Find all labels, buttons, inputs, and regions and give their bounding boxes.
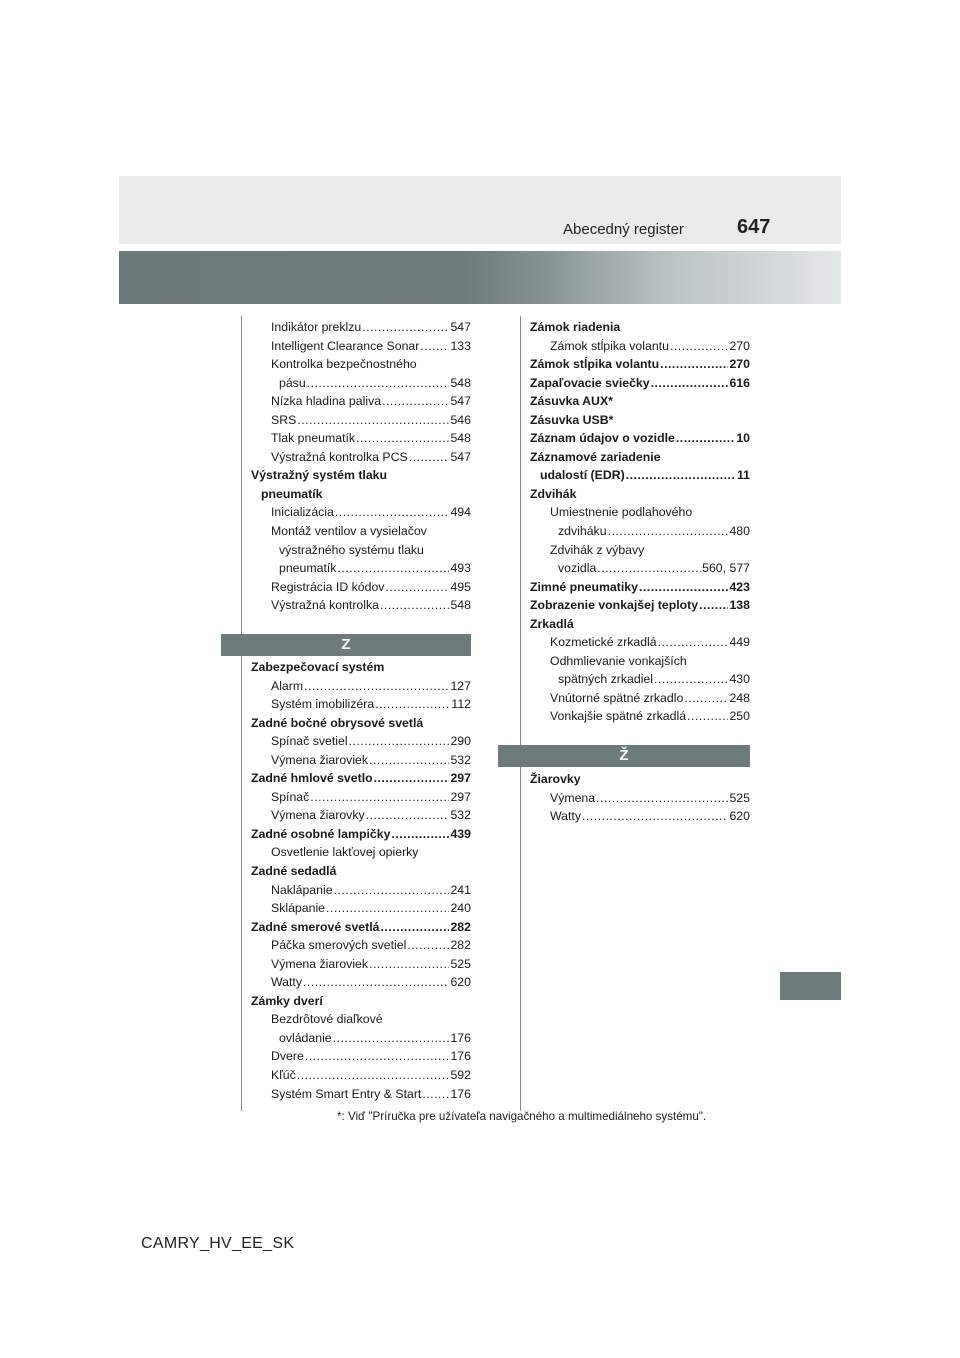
leader-dots <box>349 732 450 751</box>
index-entry <box>251 559 471 578</box>
index-entry <box>251 429 471 448</box>
leader-dots <box>380 596 449 615</box>
index-entry-term: Zásuvka USB* <box>530 412 614 427</box>
index-entry-term: Tlak pneumatík <box>271 431 356 446</box>
index-entry-page: 240 <box>450 901 471 916</box>
leader-dots <box>297 1066 450 1085</box>
leader-dots <box>676 429 735 448</box>
index-entry <box>251 843 471 862</box>
index-entry-term: Spínač svetiel <box>271 734 348 749</box>
index-entry <box>251 732 471 751</box>
leader-dots <box>375 695 450 714</box>
index-entry-term: Zadné osobné lampičky <box>251 826 391 841</box>
index-entry <box>251 881 471 900</box>
index-entry-page: 616 <box>729 375 750 390</box>
leader-dots <box>651 374 729 393</box>
index-entry-page: 10 <box>736 431 750 446</box>
index-entry-term: Zdvihák <box>530 486 577 501</box>
leader-dots <box>369 955 449 974</box>
index-entry-term: Záznam údajov o vozidle <box>530 431 675 446</box>
footnote: *: Viď "Príručka pre užívateľa navigačného a multimediálneho systému". <box>337 1110 707 1123</box>
index-entry <box>251 751 471 770</box>
chapter-tab <box>780 972 841 1000</box>
index-entry-term: Naklápanie <box>271 882 333 897</box>
leader-dots <box>422 1085 449 1104</box>
leader-dots <box>334 881 450 900</box>
index-entry <box>251 677 471 696</box>
leader-dots <box>374 769 450 788</box>
index-entry-term: Výmena <box>550 790 596 805</box>
index-entry-term: Registrácia ID kódov <box>271 579 385 594</box>
index-entry <box>530 789 750 808</box>
index-entry-term: spätných zrkadiel <box>558 672 654 687</box>
index-entry-page: 297 <box>450 789 471 804</box>
index-entry <box>251 992 471 1011</box>
leader-dots <box>362 318 449 337</box>
index-entry <box>251 1029 471 1048</box>
leader-dots <box>639 578 729 597</box>
index-entry-term: Zadné bočné obrysové svetlá <box>251 715 424 730</box>
index-entry <box>251 1066 471 1085</box>
index-entry-term: Vnútorné spätné zrkadlo <box>550 690 684 705</box>
index-entry <box>530 337 750 356</box>
index-entry-page: 525 <box>450 956 471 971</box>
leader-dots <box>684 689 728 708</box>
index-entry <box>251 1047 471 1066</box>
index-column-left-top <box>251 318 471 615</box>
index-entry <box>251 541 471 560</box>
index-entry-term: SRS <box>271 412 297 427</box>
leader-dots <box>356 429 449 448</box>
index-entry-term: Zadné smerové svetlá <box>251 919 380 934</box>
index-entry <box>251 714 471 733</box>
index-entry-term: Výmena žiarovky <box>271 808 365 823</box>
header-background <box>119 176 841 244</box>
index-entry-page: 548 <box>450 375 471 390</box>
index-entry-term: Systém imobilizéra <box>271 697 375 712</box>
index-entry-page: 282 <box>450 919 471 934</box>
leader-dots <box>304 677 449 696</box>
index-entry <box>251 788 471 807</box>
index-entry <box>530 522 750 541</box>
index-entry-term: Indikátor preklzu <box>271 320 362 334</box>
index-entry-page: 250 <box>729 709 750 724</box>
leader-dots <box>369 751 449 770</box>
index-entry <box>530 355 750 374</box>
index-entry-page: 546 <box>450 412 471 427</box>
index-entry-page: 592 <box>450 1068 471 1083</box>
index-entry-term: zdviháku <box>558 524 607 539</box>
index-entry-term: Zimné pneumatiky <box>530 579 638 594</box>
leader-dots <box>391 825 449 844</box>
index-entry <box>530 596 750 615</box>
index-entry-term: Zdvihák z výbavy <box>550 542 645 557</box>
index-entry-term: Montáž ventilov a vysielačov <box>271 524 427 539</box>
index-entry-term: Výmena žiaroviek <box>271 956 369 971</box>
index-entry-term: Spínač <box>271 789 310 804</box>
leader-dots <box>670 337 729 356</box>
index-entry <box>251 769 471 788</box>
section-title: Abecedný register <box>563 221 684 238</box>
index-entry <box>530 689 750 708</box>
index-entry <box>251 337 471 356</box>
index-entry-term: Bezdrôtové diaľkové <box>271 1012 383 1027</box>
index-entry-page: 547 <box>450 449 471 464</box>
page-number: 647 <box>737 216 771 238</box>
index-entry <box>251 825 471 844</box>
index-entry <box>530 770 750 789</box>
leader-dots <box>335 503 450 522</box>
leader-dots <box>407 936 449 955</box>
index-entry <box>251 1085 471 1104</box>
index-entry <box>251 658 471 677</box>
index-entry <box>251 448 471 467</box>
index-entry-page: 11 <box>737 468 750 483</box>
leader-dots <box>687 707 728 726</box>
index-entry <box>251 1010 471 1029</box>
index-entry <box>530 318 750 337</box>
index-entry <box>251 374 471 393</box>
leader-dots <box>658 633 729 652</box>
index-entry-page: 241 <box>450 882 471 897</box>
leader-dots <box>310 788 449 807</box>
index-entry <box>530 448 750 467</box>
index-entry-term: Dvere <box>271 1049 304 1064</box>
index-entry-term: pásu <box>279 375 306 390</box>
index-entry <box>530 503 750 522</box>
index-entry <box>530 429 750 448</box>
index-entry <box>530 633 750 652</box>
index-entry-page: 532 <box>450 808 471 823</box>
index-entry <box>530 652 750 671</box>
index-entry-page: 430 <box>729 672 750 687</box>
index-entry-term: Inicializácia <box>271 505 334 520</box>
index-entry <box>251 899 471 918</box>
leader-dots <box>654 670 728 689</box>
index-column-left-z <box>251 658 471 1103</box>
index-entry <box>251 392 471 411</box>
index-entry <box>530 670 750 689</box>
index-entry <box>251 355 471 374</box>
leader-dots <box>699 596 728 615</box>
index-entry-term: pneumatík <box>261 486 323 501</box>
leader-dots <box>382 392 449 411</box>
index-entry <box>251 485 471 504</box>
index-entry-term: výstražného systému tlaku <box>279 542 424 557</box>
index-entry <box>251 503 471 522</box>
leader-dots <box>582 807 728 826</box>
leader-dots <box>660 355 728 374</box>
index-entry-term: Zámky dverí <box>251 993 323 1008</box>
leader-dots <box>326 899 449 918</box>
leader-dots <box>385 578 449 597</box>
index-entry-term: Zásuvka AUX* <box>530 394 613 409</box>
index-entry-page: 560, 577 <box>702 561 750 576</box>
index-entry <box>251 695 471 714</box>
index-entry <box>251 955 471 974</box>
index-entry-term: Žiarovky <box>530 772 581 786</box>
leader-dots <box>297 411 449 430</box>
index-entry-term: vozidla <box>558 561 597 576</box>
index-entry-term: Umiestnenie podlahového <box>550 505 693 520</box>
index-entry <box>530 578 750 597</box>
index-entry-page: 176 <box>450 1086 471 1101</box>
index-entry-page: 248 <box>729 690 750 705</box>
index-entry-term: pneumatík <box>279 561 337 576</box>
index-entry-term: Zabezpečovací systém <box>251 660 385 674</box>
index-entry-term: Alarm <box>271 678 304 693</box>
index-entry-page: 270 <box>729 338 750 353</box>
index-entry-page: 620 <box>729 809 750 824</box>
index-entry-term: Výstražný systém tlaku <box>251 468 388 483</box>
index-entry <box>530 541 750 560</box>
index-entry-page: 547 <box>450 394 471 409</box>
leader-dots <box>597 559 701 578</box>
index-entry-page: 548 <box>450 598 471 613</box>
index-entry-term: Systém Smart Entry & Start <box>271 1086 422 1101</box>
index-entry-term: Zapaľovacie sviečky <box>530 375 650 390</box>
index-entry-term: Zámok stĺpika volantu <box>550 338 669 353</box>
index-entry-term: Výstražná kontrolka <box>271 598 379 613</box>
index-entry-page: 138 <box>729 598 750 613</box>
index-entry-page: 282 <box>450 938 471 953</box>
model-code: CAMRY_HV_EE_SK <box>141 1235 295 1252</box>
index-entry-term: Výmena žiaroviek <box>271 752 369 767</box>
index-column-right-top <box>530 318 750 726</box>
index-entry <box>251 862 471 881</box>
index-entry-page: 112 <box>451 697 471 712</box>
index-entry <box>251 466 471 485</box>
index-entry-page: 532 <box>450 752 471 767</box>
index-entry-term: Odhmlievanie vonkajších <box>550 653 687 668</box>
index-entry-term: Watty <box>550 809 581 824</box>
index-entry-page: 493 <box>450 561 471 576</box>
index-entry-term: Výstražná kontrolka PCS <box>271 449 408 464</box>
index-entry-page: 547 <box>450 320 471 334</box>
index-entry-term: Sklápanie <box>271 901 326 916</box>
index-entry <box>251 918 471 937</box>
leader-dots <box>608 522 729 541</box>
index-entry <box>251 318 471 337</box>
index-entry <box>251 806 471 825</box>
index-entry-term: Kontrolka bezpečnostného <box>271 357 417 372</box>
index-entry-page: 495 <box>450 579 471 594</box>
section-letter-z: Z <box>221 634 471 656</box>
index-entry-term: Zámok stĺpika volantu <box>530 357 660 372</box>
index-entry-page: 423 <box>729 579 750 594</box>
index-entry-term: ovládanie <box>279 1030 332 1045</box>
header-gradient-bar <box>119 251 841 304</box>
index-entry-term: Watty <box>271 975 302 990</box>
index-entry <box>530 559 750 578</box>
index-entry <box>530 807 750 826</box>
index-entry-term: udalostí (EDR) <box>540 468 625 483</box>
index-entry-page: 270 <box>729 357 750 372</box>
index-entry <box>251 973 471 992</box>
index-entry <box>530 466 750 485</box>
index-entry <box>530 485 750 504</box>
index-entry-page: 548 <box>450 431 471 446</box>
index-entry-page: 290 <box>450 734 471 749</box>
index-entry-page: 439 <box>450 826 471 841</box>
index-entry-term: Záznamové zariadenie <box>530 449 661 464</box>
index-entry-term: Nízka hladina paliva <box>271 394 382 409</box>
column-divider-left <box>241 316 242 1111</box>
index-entry-page: 133 <box>450 338 471 353</box>
index-entry-page: 127 <box>450 678 471 693</box>
index-entry <box>251 578 471 597</box>
column-divider-middle <box>520 316 521 1111</box>
leader-dots <box>626 466 736 485</box>
leader-dots <box>305 1047 450 1066</box>
index-entry-term: Zadné hmlové svetlo <box>251 771 373 786</box>
index-entry-page: 480 <box>729 524 750 539</box>
index-entry <box>530 707 750 726</box>
index-entry <box>530 615 750 634</box>
leader-dots <box>409 448 450 467</box>
leader-dots <box>333 1029 450 1048</box>
index-entry <box>530 374 750 393</box>
index-entry-term: Zámok riadenia <box>530 320 621 334</box>
index-column-right-zh <box>530 770 750 826</box>
index-entry-page: 449 <box>729 635 750 650</box>
index-entry-term: Páčka smerových svetiel <box>271 938 407 953</box>
index-entry-page: 176 <box>450 1049 471 1064</box>
index-entry-page: 494 <box>450 505 471 520</box>
leader-dots <box>307 374 450 393</box>
leader-dots <box>337 559 449 578</box>
index-entry-page: 525 <box>729 790 750 805</box>
index-entry-term: Intelligent Clearance Sonar <box>271 338 420 353</box>
index-entry <box>251 411 471 430</box>
index-entry-term: Vonkajšie spätné zrkadlá <box>550 709 687 724</box>
leader-dots <box>381 918 450 937</box>
index-entry-term: Kľúč <box>271 1068 296 1083</box>
index-entry <box>530 392 750 411</box>
index-entry-term: Osvetlenie lakťovej opierky <box>271 845 419 860</box>
index-entry <box>530 411 750 430</box>
index-entry <box>251 522 471 541</box>
leader-dots <box>596 789 728 808</box>
section-letter-zh: Ž <box>498 745 750 767</box>
index-entry-term: Zadné sedadlá <box>251 864 337 879</box>
index-entry-page: 176 <box>450 1030 471 1045</box>
leader-dots <box>420 337 449 356</box>
index-entry-term: Zrkadlá <box>530 616 574 631</box>
index-entry <box>251 936 471 955</box>
leader-dots <box>366 806 450 825</box>
index-entry <box>251 596 471 615</box>
index-entry-term: Kozmetické zrkadlá <box>550 635 657 650</box>
index-entry-page: 297 <box>450 771 471 786</box>
leader-dots <box>303 973 449 992</box>
index-entry-page: 620 <box>450 975 471 990</box>
index-entry-term: Zobrazenie vonkajšej teploty <box>530 598 699 613</box>
